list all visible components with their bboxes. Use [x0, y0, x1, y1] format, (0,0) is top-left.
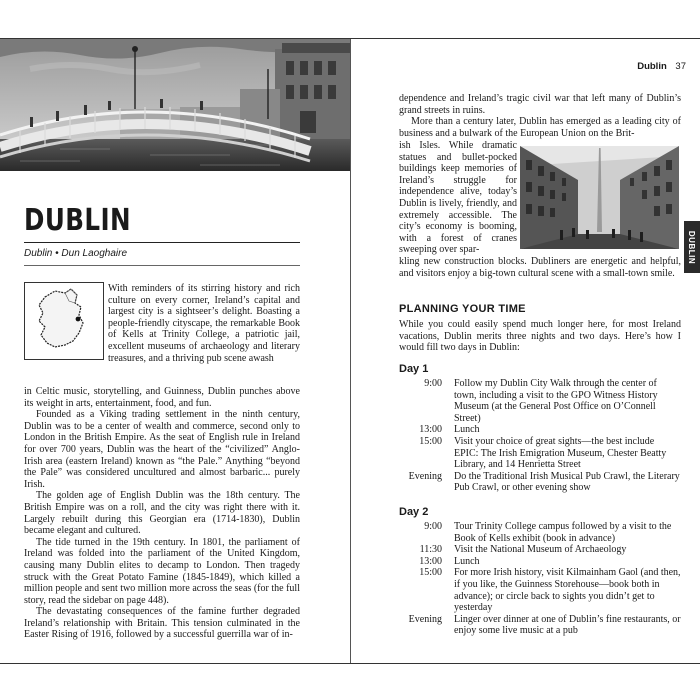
running-head	[637, 61, 686, 72]
chapter-thumb-tab	[684, 221, 700, 273]
bridge-photo	[0, 39, 350, 171]
right-after-photo-text	[399, 256, 681, 279]
street-photo	[520, 146, 679, 249]
schedule-activity: For more Irish history, visit Kilmainham Gaol (and then, if you like, the Guinness Storehouse—book both in advance); or circle back to sights you didn’t get to yesterday	[454, 567, 681, 614]
book-spread	[0, 38, 700, 664]
ireland-map-icon	[25, 283, 103, 359]
schedule-row	[399, 424, 681, 436]
right-top-text	[399, 93, 681, 139]
history-paragraph-3: The tide turned in the 19th century. In 1801, the parliament of Ireland was folded into the parliament of the United Kingdom, causing many Dublin elites to decamp to London. Then tragedy struck with the Great Potato Famine (1845-1849), which killed a million people and sent two million more across the seas (for the full story, read the sidebar on page 448).	[24, 536, 300, 606]
left-body-text	[24, 386, 300, 641]
day-2-schedule	[399, 521, 681, 637]
modern-dublin-paragraph-end: kling new construction blocks. Dubliners are energetic and helpful, and visitors enjoy a big-town cultural scene with a small-town smile.	[399, 256, 681, 279]
schedule-time: Evening	[408, 613, 442, 625]
schedule-activity: Follow my Dublin City Walk through the center of town, including a visit to the GPO Witness History Museum (at the General Post Office on O’Connell Street)	[454, 378, 658, 424]
schedule-time: 11:30	[419, 544, 442, 556]
schedule-row	[399, 544, 681, 556]
history-paragraph-1: Founded as a Viking trading settlement in the ninth century, Dublin was to be a center of wealth and commerce, second only to London in the British Empire. As the seat of English rule in Ireland for over 700 years, Dublin was the heart of the “civilized” Anglo-Irish area (eastern Ireland) known as “the Pale.” Anything “beyond the Pale” was considered uncultured and almost barbaric... purely Irish.	[24, 409, 300, 490]
planning-intro-text: While you could easily spend much longer here, for most Ireland vacations, Dublin merits three nights and two days. Here’s how I would fill two days in Dublin:	[399, 319, 681, 354]
schedule-activity: Visit your choice of great sights—the best include EPIC: The Irish Emigration Museum, Chester Beatty Library, and 14 Henrietta Street	[454, 435, 667, 471]
right-page	[351, 39, 700, 663]
schedule-time: Evening	[408, 470, 442, 482]
schedule-row	[399, 471, 681, 494]
page-number: 37	[675, 61, 686, 72]
intro-wrap-text	[108, 283, 300, 364]
schedule-time: 9:00	[424, 521, 442, 532]
thumb-tab-label: DUBLIN	[687, 230, 697, 264]
schedule-activity: Tour Trinity College campus followed by a visit to the Book of Kells exhibit (book in advance)	[454, 521, 672, 544]
day-1-schedule	[399, 378, 681, 494]
modern-dublin-paragraph-start: More than a century later, Dublin has emerged as a leading city of business and a bulwark of the European Union on the Brit-	[399, 116, 681, 139]
modern-dublin-paragraph-middle: ish Isles. While dramatic statues and bullet-pocked buildings keep memories of Ireland’s struggle for independence alive, today’s Dublin is lively, friendly, and extremely accessible. The city’s economy is booming, with a forest of cranes sweeping over spar-	[399, 140, 517, 256]
day-2-heading: Day 2	[399, 506, 429, 518]
schedule-activity: Do the Traditional Irish Musical Pub Crawl, the Literary Pub Crawl, or other evening show	[454, 470, 680, 494]
planning-intro	[399, 319, 681, 354]
schedule-time: 13:00	[419, 555, 442, 567]
intro-paragraph-continued: in Celtic music, storytelling, and Guinness, Dublin punches above its weight in arts, entertainment, food, and fun.	[24, 386, 300, 409]
schedule-time: 13:00	[419, 424, 442, 436]
schedule-time: 15:00	[419, 567, 442, 579]
schedule-activity: Visit the National Museum of Archaeology	[454, 544, 627, 556]
schedule-row	[399, 521, 681, 544]
schedule-activity: Linger over dinner at one of Dublin’s fine restaurants, or enjoy some live music at a pub	[454, 613, 681, 637]
chapter-title: DUBLIN	[24, 203, 132, 238]
schedule-row	[399, 567, 681, 613]
schedule-row	[399, 556, 681, 568]
intro-paragraph: With reminders of its stirring history and rich culture on every corner, Ireland’s capital and largest city is a sightseer’s delight. Boasting a people-friendly cityscape, the remarkable Book of Kells at Trinity College, a patriotic jail, excellent museums of archaeology and literary treasures, and a thriving pub scene awash	[108, 283, 300, 364]
subtitle-rule	[24, 265, 300, 266]
schedule-row	[399, 614, 681, 637]
left-page	[0, 39, 351, 663]
schedule-row	[399, 436, 681, 471]
schedule-row	[399, 378, 681, 424]
schedule-activity: Lunch	[454, 424, 480, 436]
schedule-time: 9:00	[424, 378, 442, 389]
schedule-time: 15:00	[419, 435, 442, 447]
title-rule	[24, 242, 300, 243]
continued-paragraph: dependence and Ireland’s tragic civil war that left many of Dublin’s grand streets in ruins.	[399, 93, 681, 116]
history-paragraph-2: The golden age of English Dublin was the 18th century. The British Empire was on a roll, and the city was right there with it. Largely rebuilt during this Georgian era (1714-1830), Dublin became elegant and cultured.	[24, 490, 300, 537]
history-paragraph-4: The devastating consequences of the famine further degraded Ireland’s relationship with Britain. This tension culminated in the Easter Rising of 1916, followed by a successful guerrilla war of in-	[24, 606, 300, 641]
day-1-heading: Day 1	[399, 363, 429, 375]
planning-section-heading: PLANNING YOUR TIME	[399, 303, 526, 315]
schedule-activity: Lunch	[454, 555, 480, 567]
chapter-subtitle: Dublin • Dun Laoghaire	[24, 248, 128, 259]
running-head-title: Dublin	[637, 61, 667, 72]
right-narrow-text	[399, 140, 517, 256]
ireland-locator-map	[24, 282, 104, 360]
